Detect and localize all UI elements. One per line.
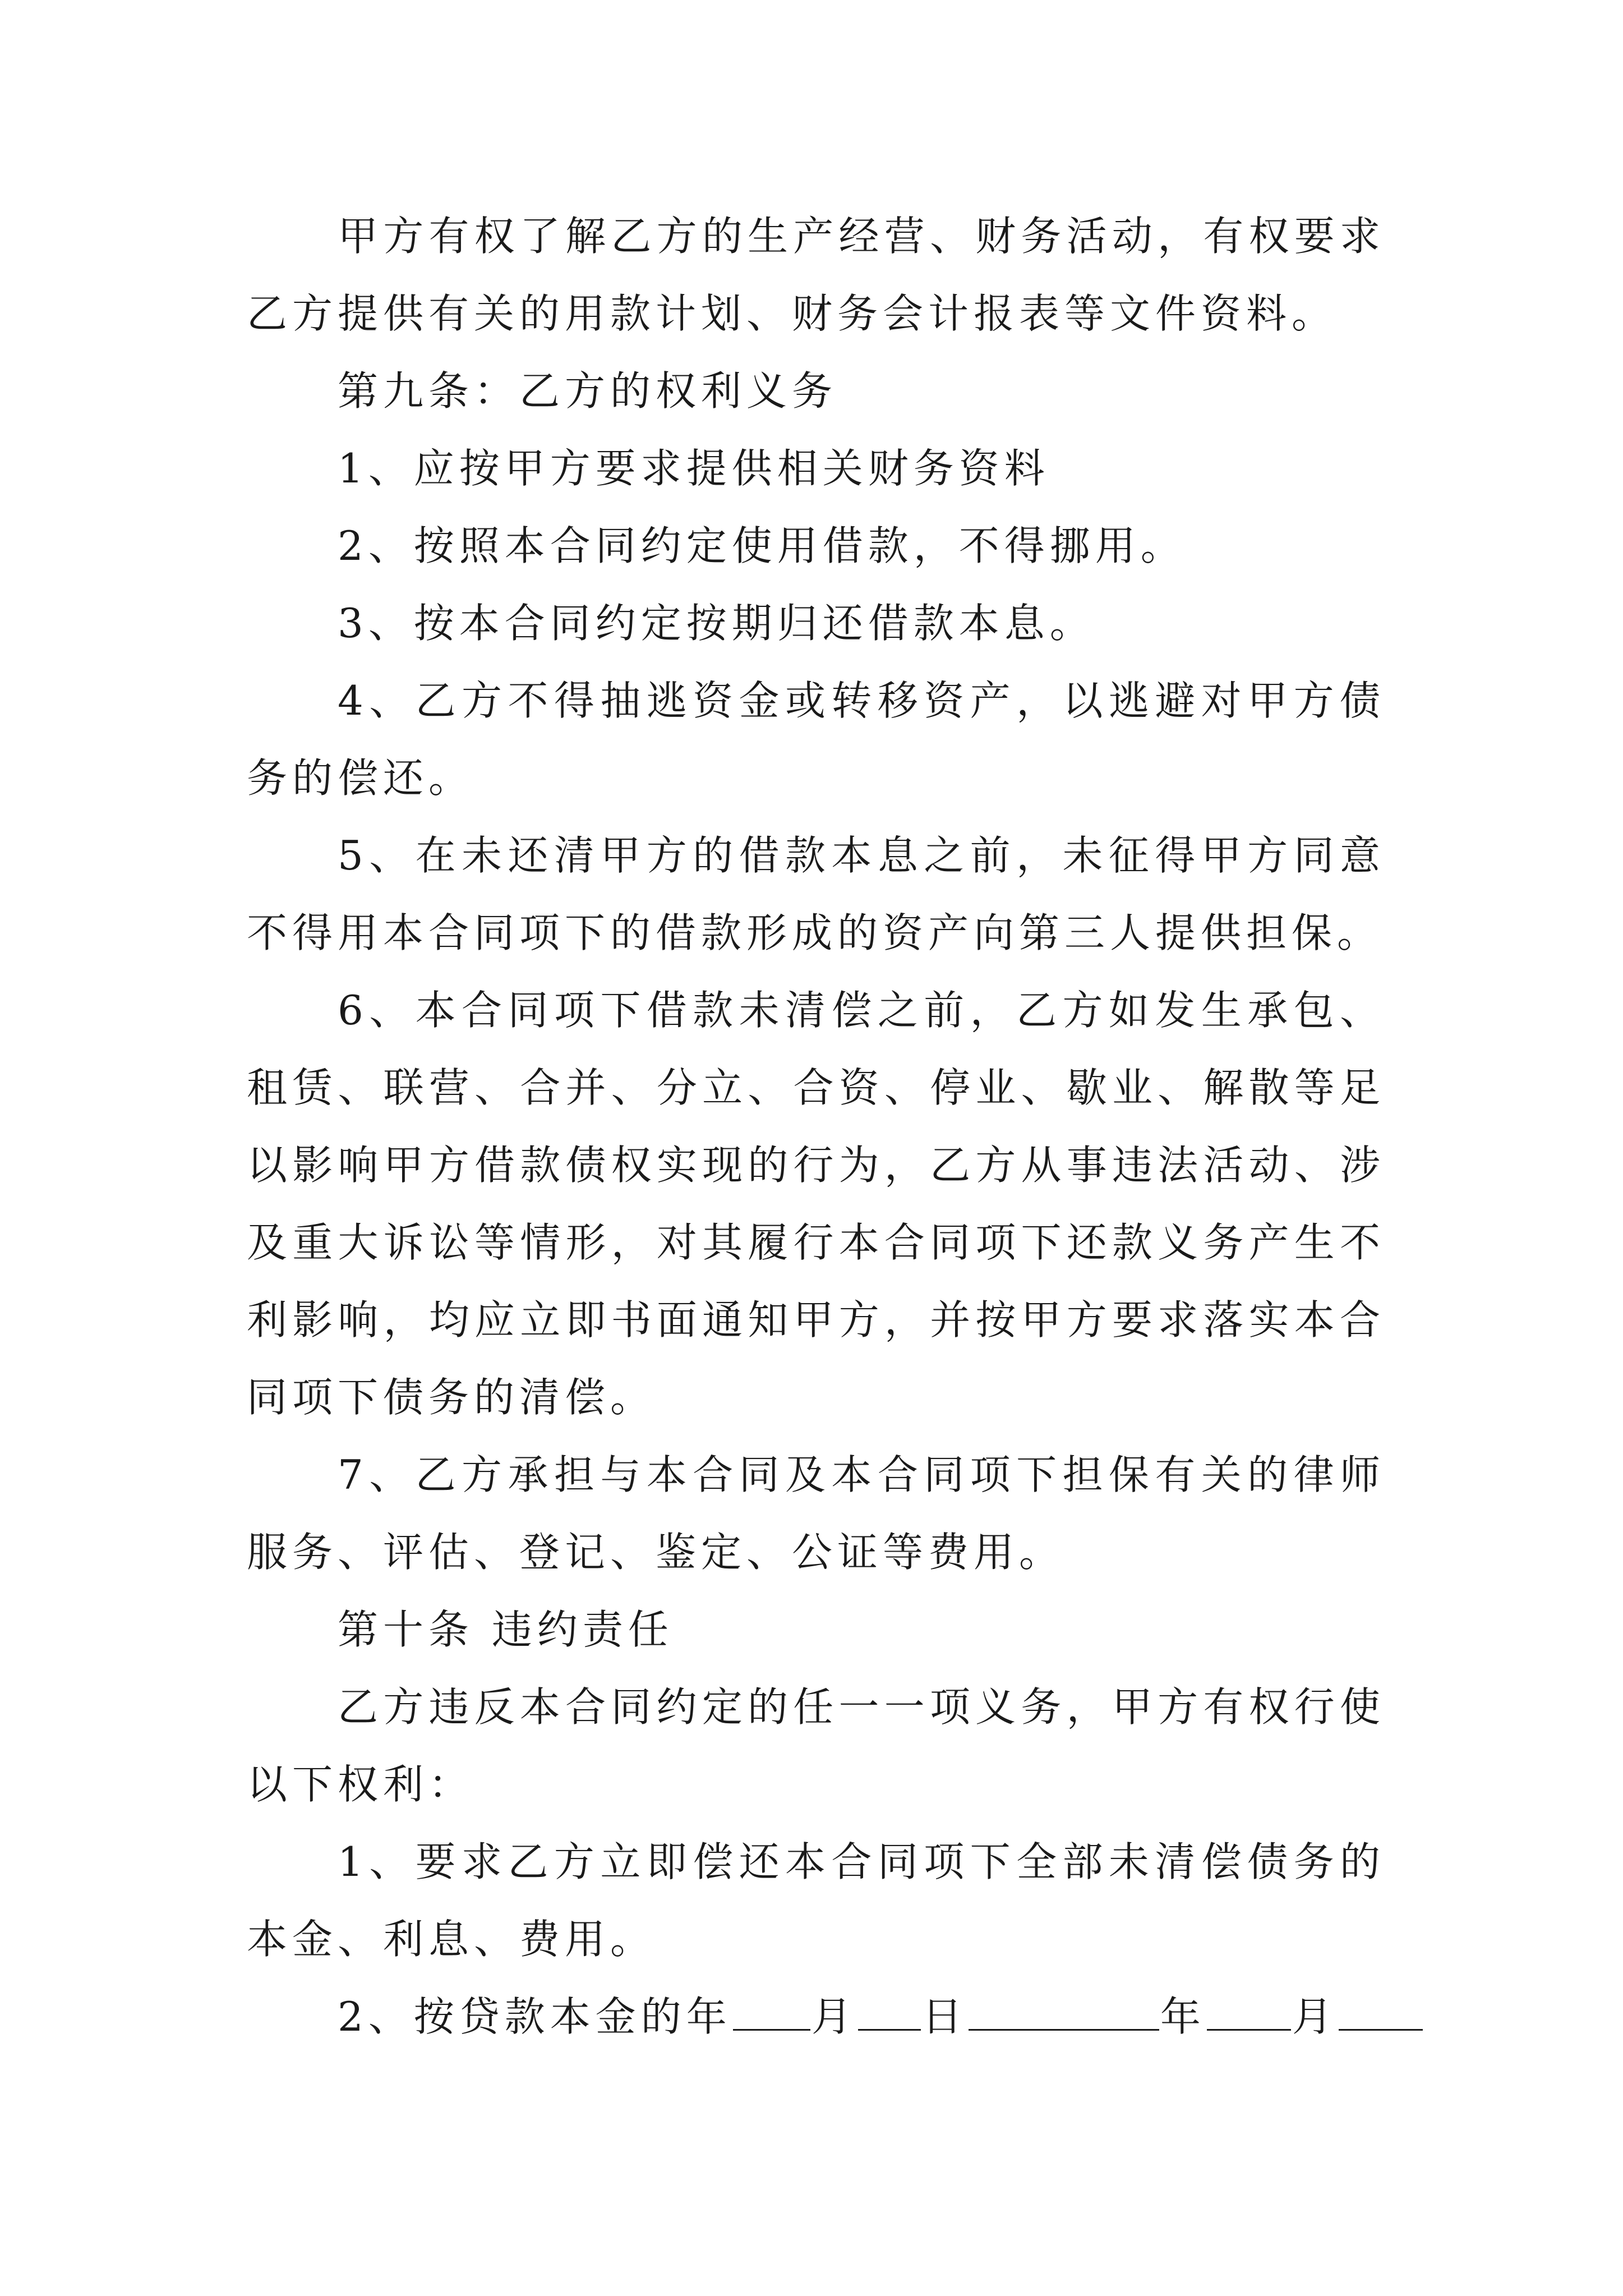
item-2-day-1: 日 — [921, 1993, 967, 2040]
article-10-intro: 乙方违反本合同约定的任一一项义务，甲方有权行使以下权利： — [247, 1683, 1385, 1808]
article-9-item-5: 5、在未还清甲方的借款本息之前，未征得甲方同意不得用本合同项下的借款形成的资产向第三人提供担保。 — [247, 832, 1385, 956]
article-9-item-1: 1、应按甲方要求提供相关财务资料 — [338, 445, 1050, 492]
article-10-item-1: 1、要求乙方立即偿还本合同项下全部未清偿债务的本金、利息、费用。 — [247, 1838, 1385, 1963]
fill-blank-1[interactable] — [733, 1994, 810, 2031]
item-2-year-2: 年 — [1160, 1993, 1206, 2040]
article-9-heading: 第九条：乙方的权利义务 — [338, 367, 838, 415]
item-2-month-1: 月 — [811, 1993, 857, 2040]
article-9-item-4: 4、乙方不得抽逃资金或转移资产，以逃避对甲方债务的偿还。 — [247, 677, 1385, 802]
fill-blank-5[interactable] — [1339, 1994, 1423, 2031]
document-body — [247, 197, 1385, 2055]
fill-blank-3[interactable] — [969, 1994, 1159, 2031]
article-10-heading: 第十条 违约责任 — [338, 1606, 674, 1653]
article-9-item-2: 2、按照本合同约定使用借款，不得挪用。 — [338, 522, 1186, 569]
article-9-item-7: 7、乙方承担与本合同及本合同项下担保有关的律师服务、评估、登记、鉴定、公证等费用。 — [247, 1451, 1385, 1576]
item-2-month-2: 月 — [1292, 1993, 1338, 2040]
fill-blank-4[interactable] — [1207, 1994, 1291, 2031]
item-2-prefix: 2、按贷款本金的年 — [338, 1993, 732, 2040]
article-9-item-3: 3、按本合同约定按期归还借款本息。 — [338, 600, 1095, 647]
paragraph-1: 甲方有权了解乙方的生产经营、财务活动，有权要求乙方提供有关的用款计划、财务会计报表等文件资料。 — [247, 213, 1385, 337]
article-10-item-2 — [247, 1978, 1385, 2055]
fill-blank-2[interactable] — [858, 1994, 921, 2031]
article-9-item-6: 6、本合同项下借款未清偿之前，乙方如发生承包、租赁、联营、合并、分立、合资、停业、歇业、解散等足以影响甲方借款债权实现的行为，乙方从事违法活动、涉及重大诉讼等情形，对其履行本合同项下还款义务产生不利影响，均应立即书面通知甲方，并按甲方要求落实本合同项下债务的清偿。 — [247, 987, 1385, 1421]
